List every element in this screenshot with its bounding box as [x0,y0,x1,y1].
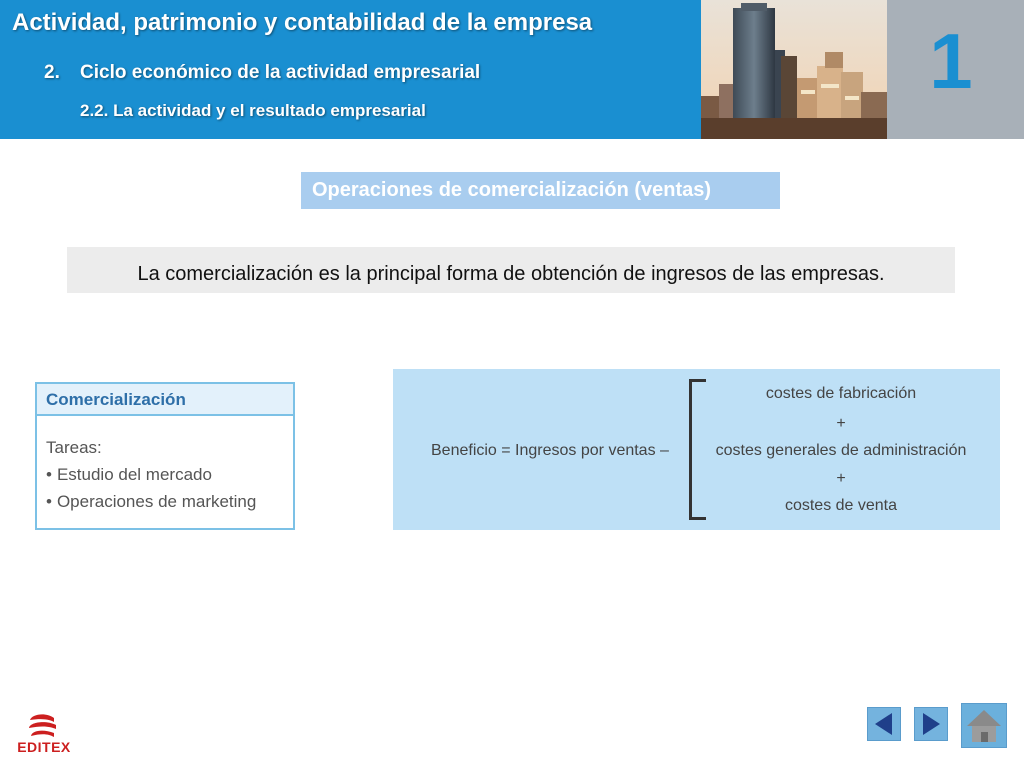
formula-left-side: Beneficio = Ingresos por ventas – [431,442,669,459]
formula-term: costes de venta [784,497,898,514]
section-title [44,62,480,84]
bullet: • [46,465,52,484]
commercialization-box [35,382,295,530]
formula-operator: + [836,415,846,432]
list-item [46,461,293,488]
logo-text: EDITEX [17,739,71,755]
tasks-label: Tareas: [46,438,102,457]
bullet: • [46,492,52,511]
city-skyline-icon [701,0,887,139]
city-skyline-image [701,0,887,139]
arrow-left-icon [868,708,900,740]
section-title-text: Ciclo económico de la actividad empresarial [80,62,481,83]
header-bar [0,0,1024,139]
profit-formula-box [393,369,1000,530]
box-body [37,416,293,515]
task-text: Operaciones de marketing [56,492,257,511]
previous-button[interactable] [867,707,901,741]
task-text: Estudio del mercado [56,465,212,484]
section-heading: Operaciones de comercialización (ventas) [301,172,780,209]
intro-text: La comercialización es la principal forma de obtención de ingresos de las empresas. [67,247,955,293]
formula-term: costes generales de administración [715,442,967,459]
box-title: Comercialización [37,384,293,416]
arrow-right-icon [915,708,947,740]
next-button[interactable] [914,707,948,741]
editex-logo-icon [10,712,80,740]
editex-logo [10,712,80,758]
chapter-badge [887,0,1024,139]
home-button[interactable] [961,703,1007,748]
unit-title: Actividad, patrimonio y contabilidad de la empresa [12,9,593,36]
subsection-title: 2.2. La actividad y el resultado empresarial [80,101,426,120]
formula-term: costes de fabricación [765,385,917,402]
chapter-number: 1 [929,17,973,105]
section-number: 2. [44,62,60,83]
formula-operator: + [836,470,846,487]
home-icon [962,704,1006,747]
list-item [46,488,293,515]
